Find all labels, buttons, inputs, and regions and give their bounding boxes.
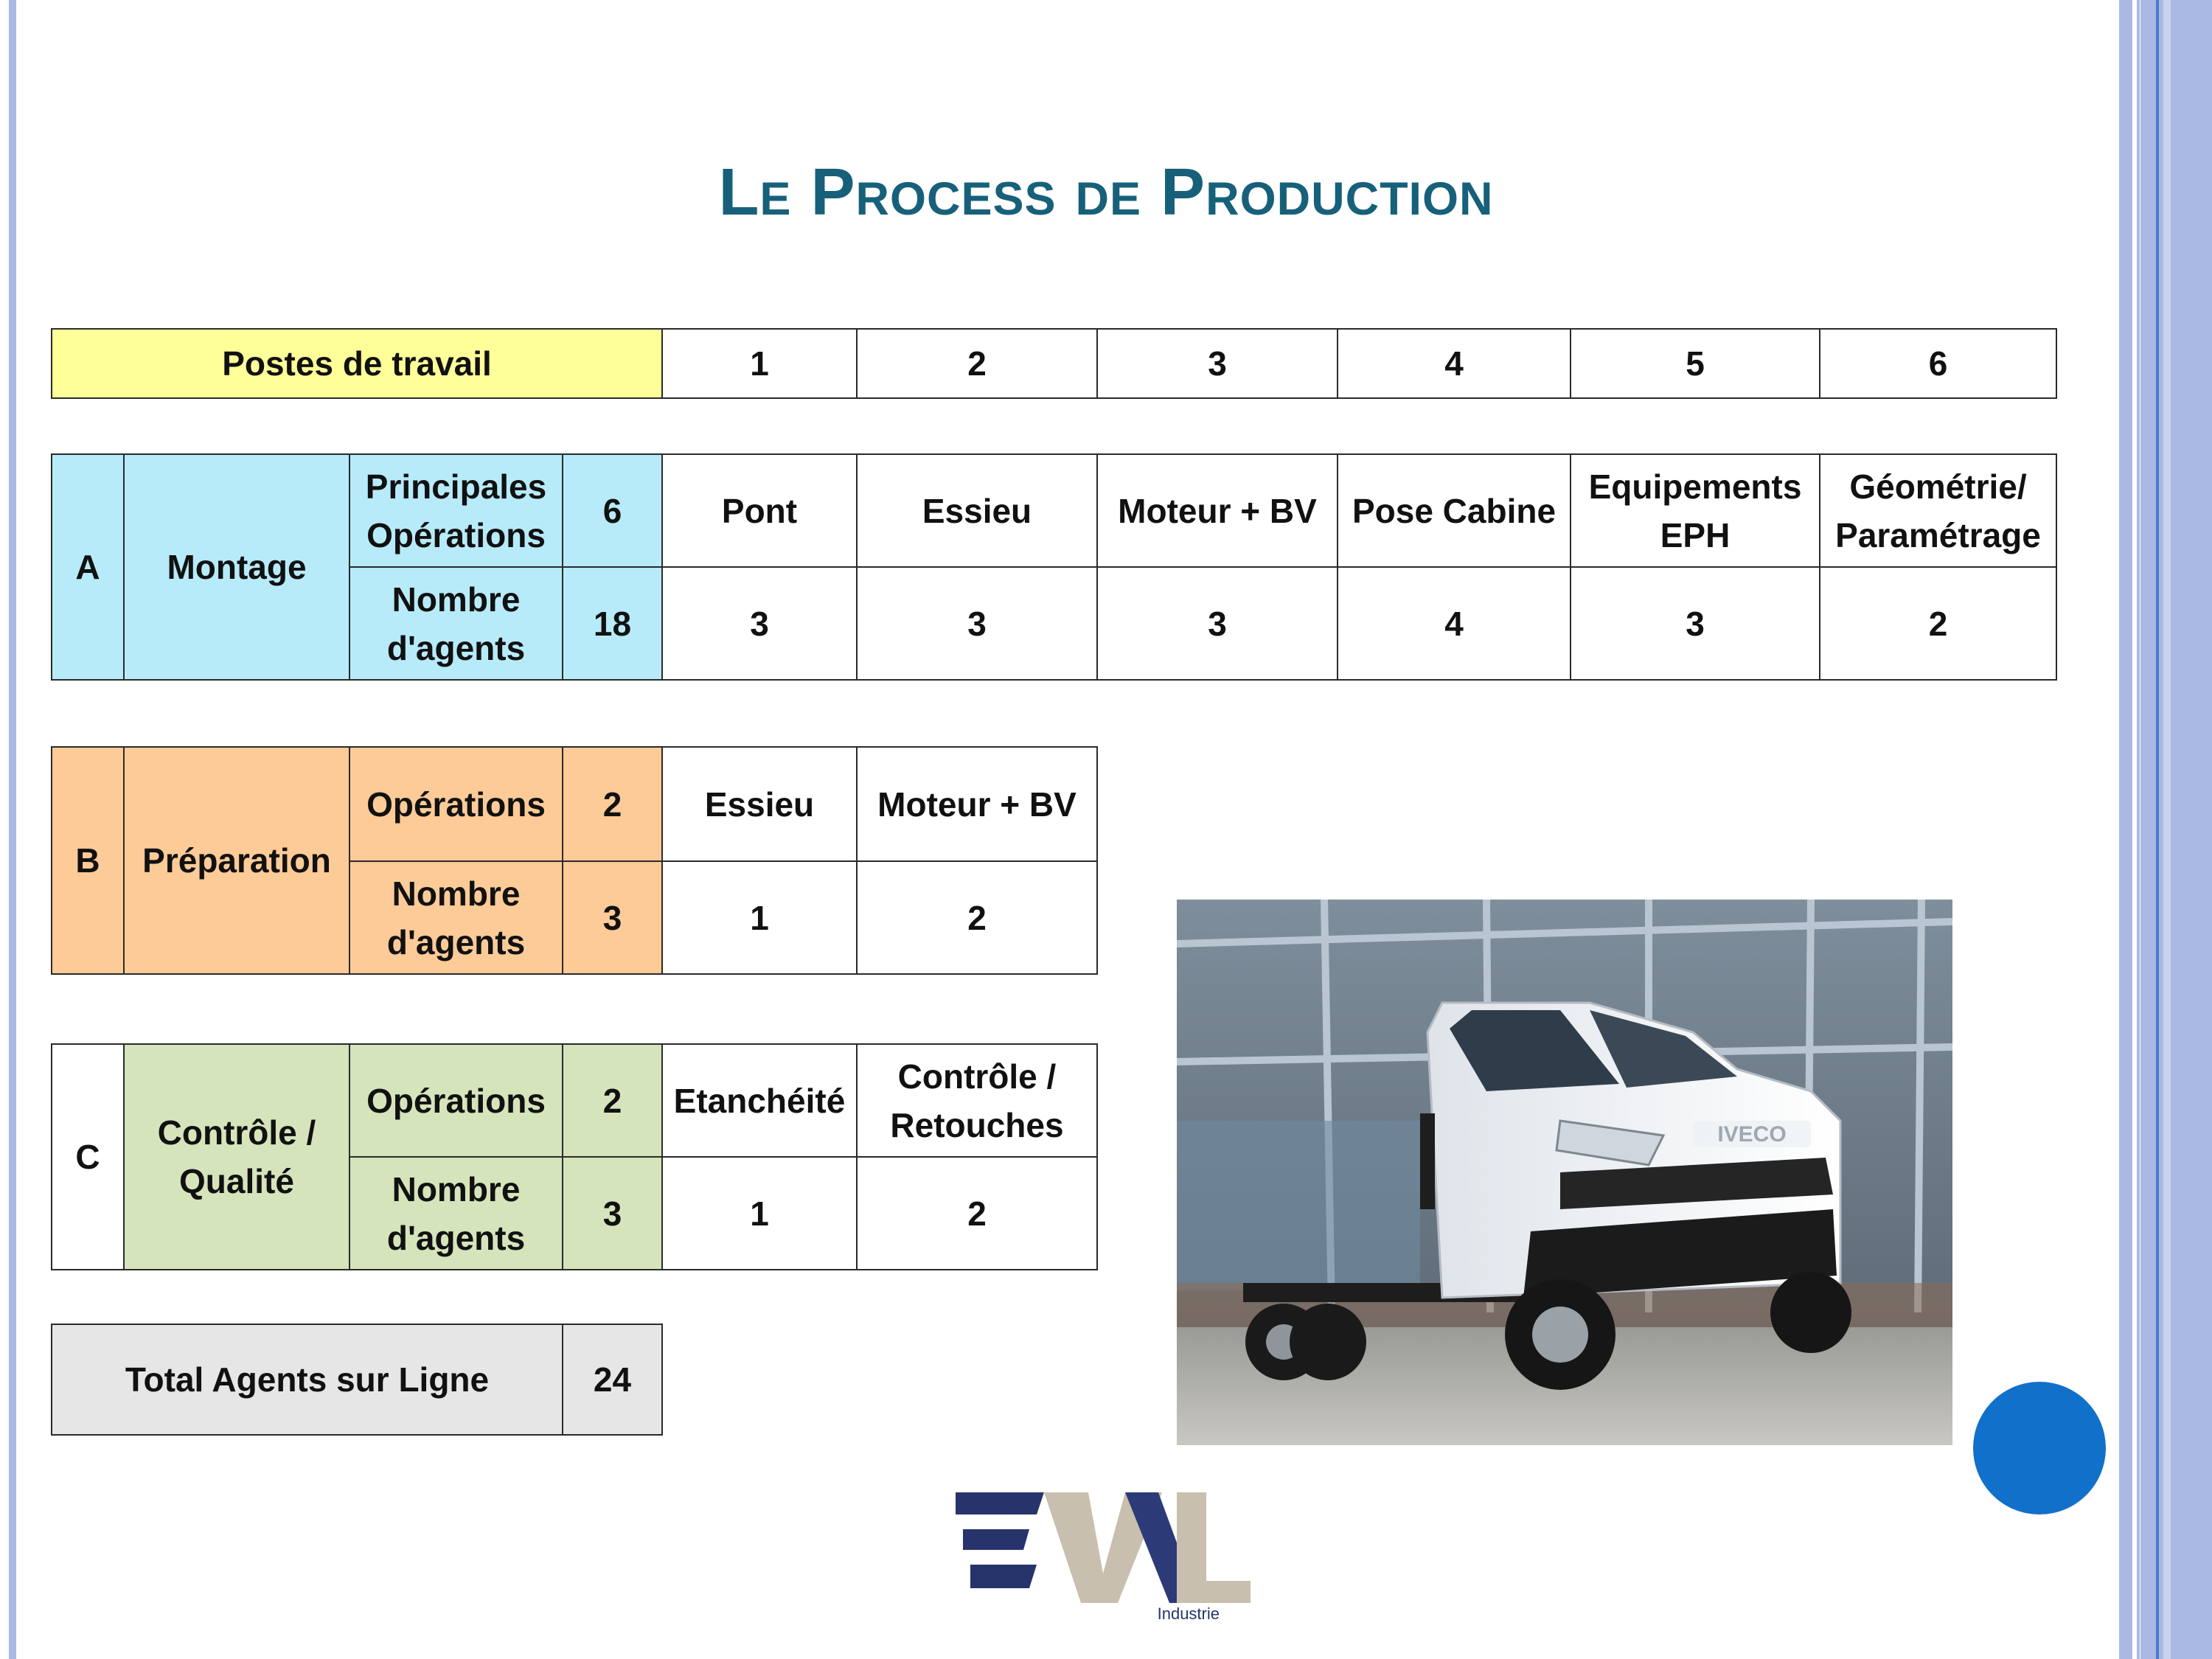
section-a-ops-label: Principales Opérations (349, 453, 563, 568)
right-border-band (2119, 0, 2132, 1659)
company-logo (956, 1485, 1259, 1625)
station-6: 6 (1819, 328, 2057, 399)
section-b-agents: 1 (661, 860, 858, 975)
section-a-operation: Géométrie/ Paramétrage (1819, 453, 2057, 568)
section-a-agents: 3 (856, 566, 1098, 681)
section-a-agents-label: Nombre d'agents (349, 566, 563, 681)
right-border-panel (2140, 0, 2212, 1659)
section-c-agents-label: Nombre d'agents (349, 1156, 563, 1270)
section-a-operation: Pose Cabine (1337, 453, 1571, 568)
section-a-operation: Equipements EPH (1570, 453, 1820, 568)
section-b-name: Préparation (123, 746, 350, 975)
section-b-agents-count: 3 (562, 860, 663, 975)
logo-mark (956, 1485, 1259, 1625)
section-a-name: Montage (123, 453, 350, 681)
section-b-ops-label: Opérations (349, 746, 563, 862)
section-c-letter: C (51, 1043, 125, 1270)
header-label: Postes de travail (51, 328, 663, 399)
left-border-rule (9, 0, 16, 1659)
station-2: 2 (856, 328, 1098, 399)
logo-tagline: Industrie (1157, 1604, 1220, 1623)
section-c-operation: Etanchéité (661, 1043, 858, 1158)
section-b-agents-label: Nombre d'agents (349, 860, 563, 975)
total-label: Total Agents sur Ligne (51, 1324, 563, 1436)
right-border-highlight (2163, 0, 2171, 1659)
section-a-agents: 3 (1570, 566, 1820, 681)
section-b-operation: Moteur + BV (856, 746, 1098, 862)
station-4: 4 (1337, 328, 1571, 399)
right-border-line (2137, 0, 2140, 1659)
section-c-agents-count: 3 (562, 1156, 663, 1270)
section-a-agents: 3 (1096, 566, 1338, 681)
section-c-operation: Contrôle / Retouches (856, 1043, 1098, 1158)
truck-badge: IVECO (1717, 1122, 1787, 1147)
section-c-agents: 2 (856, 1156, 1098, 1270)
section-a-agents: 4 (1337, 566, 1571, 681)
section-a-operation: Moteur + BV (1096, 453, 1338, 568)
section-b-letter: B (51, 746, 125, 975)
section-a-ops-count: 6 (562, 453, 663, 568)
station-3: 3 (1096, 328, 1338, 399)
section-b-ops-count: 2 (562, 746, 663, 862)
page-title: Le Process de Production (718, 156, 1494, 229)
section-a-agents: 2 (1819, 566, 2057, 681)
section-b-agents: 2 (856, 860, 1098, 975)
section-a-letter: A (51, 453, 125, 681)
station-1: 1 (661, 328, 858, 399)
section-c-ops-count: 2 (562, 1043, 663, 1158)
section-c-name: Contrôle / Qualité (123, 1043, 350, 1270)
total-value: 24 (562, 1324, 663, 1436)
slide-accent-dot (1973, 1382, 2106, 1514)
truck-photo-illustration (1177, 900, 1952, 1445)
section-c-ops-label: Opérations (349, 1043, 563, 1158)
section-a-agents-count: 18 (562, 566, 663, 681)
section-a-operation: Essieu (856, 453, 1098, 568)
section-a-agents: 3 (661, 566, 858, 681)
section-c-agents: 1 (661, 1156, 858, 1270)
right-border-accent (2156, 0, 2159, 1659)
section-b-operation: Essieu (661, 746, 858, 862)
truck-photo (1177, 900, 1952, 1445)
section-a-operation: Pont (661, 453, 858, 568)
station-5: 5 (1570, 328, 1820, 399)
